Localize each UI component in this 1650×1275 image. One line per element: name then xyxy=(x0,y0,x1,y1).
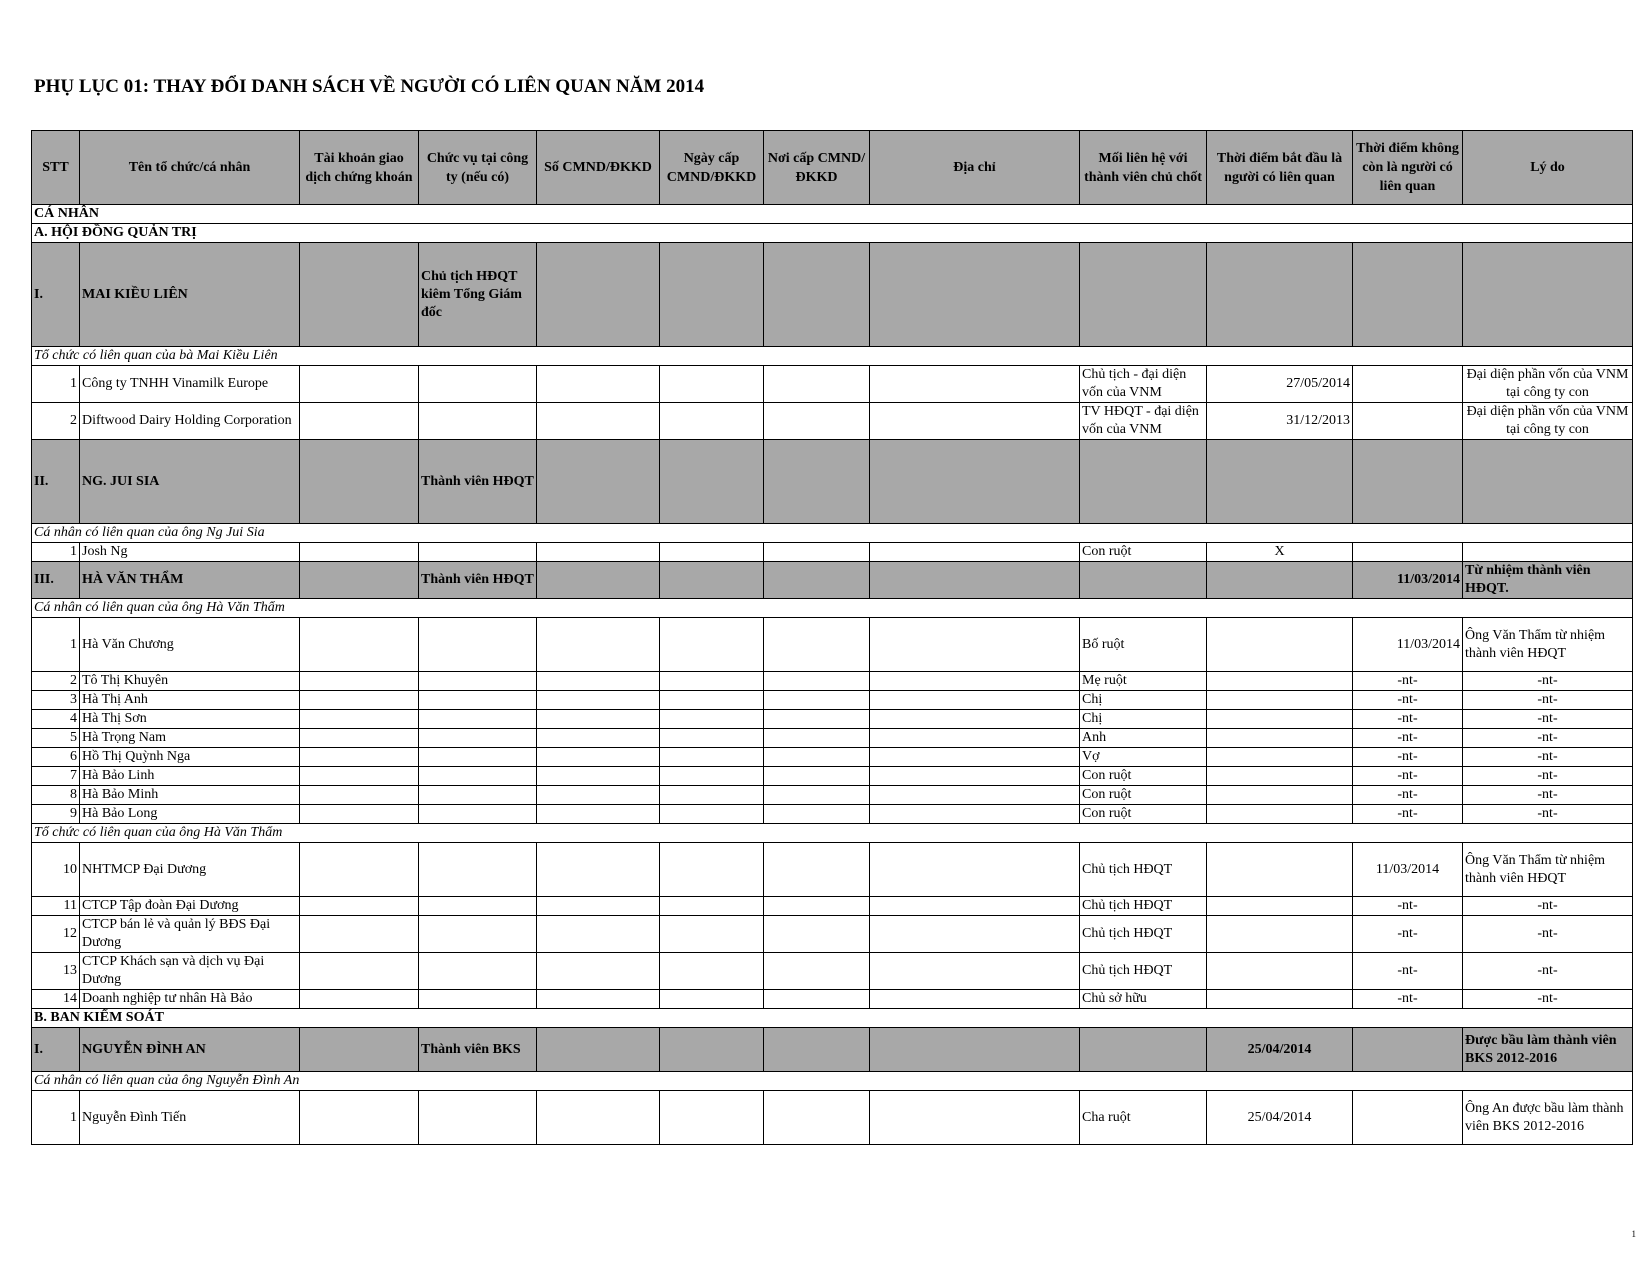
row-name: Hà Bảo Long xyxy=(80,805,300,824)
row-stt: 6 xyxy=(32,748,80,767)
row-start-date xyxy=(1207,618,1353,672)
page-title: PHỤ LỤC 01: THAY ĐỔI DANH SÁCH VỀ NGƯỜI CÓ LIÊN QUAN NĂM 2014 xyxy=(34,76,705,97)
col-relation: Mối liên hệ với thành viên chủ chốt xyxy=(1080,131,1207,205)
col-name: Tên tổ chức/cá nhân xyxy=(80,131,300,205)
table-row xyxy=(32,953,1633,990)
page-number: 1 xyxy=(1631,1229,1636,1239)
row-start-date xyxy=(1207,672,1353,691)
person-end-date: 11/03/2014 xyxy=(1353,562,1463,599)
row-relation: Mẹ ruột xyxy=(1080,672,1207,691)
table-row xyxy=(32,767,1633,786)
row-end-date xyxy=(1353,543,1463,562)
row-end-date: -nt- xyxy=(1353,990,1463,1009)
row-name: CTCP Khách sạn và dịch vụ Đại Dương xyxy=(80,953,300,990)
row-stt: 13 xyxy=(32,953,80,990)
row-end-date: -nt- xyxy=(1353,748,1463,767)
row-end-date xyxy=(1353,403,1463,440)
row-start-date: 31/12/2013 xyxy=(1207,403,1353,440)
col-id-number: Số CMND/ĐKKD xyxy=(537,131,660,205)
person-reason: Từ nhiệm thành viên HĐQT. xyxy=(1463,562,1633,599)
person-position: Thành viên BKS xyxy=(419,1028,537,1072)
col-position: Chức vụ tại công ty (nếu có) xyxy=(419,131,537,205)
row-reason xyxy=(1463,543,1633,562)
row-stt: 1 xyxy=(32,366,80,403)
table-row xyxy=(32,403,1633,440)
person-start-date: 25/04/2014 xyxy=(1207,1028,1353,1072)
row-start-date xyxy=(1207,729,1353,748)
row-start-date xyxy=(1207,990,1353,1009)
row-name: Tô Thị Khuyên xyxy=(80,672,300,691)
person-stt: III. xyxy=(32,562,80,599)
related-persons-table xyxy=(31,130,1633,1145)
row-name: Josh Ng xyxy=(80,543,300,562)
row-reason: Đại diện phần vốn của VNM tại công ty con xyxy=(1463,366,1633,403)
row-stt: 12 xyxy=(32,916,80,953)
table-row xyxy=(32,691,1633,710)
row-relation: Chủ tịch HĐQT xyxy=(1080,897,1207,916)
group-label: Tổ chức có liên quan của ông Hà Văn Thẩm xyxy=(32,824,1633,843)
person-name: NG. JUI SIA xyxy=(80,440,300,524)
row-stt: 10 xyxy=(32,843,80,897)
person-row xyxy=(32,562,1633,599)
col-account: Tài khoản giao dịch chứng khoán xyxy=(300,131,419,205)
table-row xyxy=(32,672,1633,691)
row-reason: -nt- xyxy=(1463,672,1633,691)
row-relation: Bố ruột xyxy=(1080,618,1207,672)
person-name: HÀ VĂN THẨM xyxy=(80,562,300,599)
person-reason: Được bầu làm thành viên BKS 2012-2016 xyxy=(1463,1028,1633,1072)
row-relation: Con ruột xyxy=(1080,767,1207,786)
row-reason: -nt- xyxy=(1463,916,1633,953)
person-stt: II. xyxy=(32,440,80,524)
table-row xyxy=(32,729,1633,748)
row-stt: 11 xyxy=(32,897,80,916)
row-name: Nguyễn Đình Tiến xyxy=(80,1091,300,1145)
row-stt: 3 xyxy=(32,691,80,710)
col-start: Thời điểm bắt đầu là người có liên quan xyxy=(1207,131,1353,205)
row-stt: 14 xyxy=(32,990,80,1009)
row-relation: Con ruột xyxy=(1080,805,1207,824)
row-end-date: -nt- xyxy=(1353,953,1463,990)
row-stt: 1 xyxy=(32,1091,80,1145)
row-reason: -nt- xyxy=(1463,710,1633,729)
table-row xyxy=(32,366,1633,403)
person-name: NGUYỄN ĐÌNH AN xyxy=(80,1028,300,1072)
row-end-date: -nt- xyxy=(1353,729,1463,748)
row-start-date xyxy=(1207,897,1353,916)
row-end-date xyxy=(1353,366,1463,403)
row-start-date xyxy=(1207,953,1353,990)
row-name: Hồ Thị Quỳnh Nga xyxy=(80,748,300,767)
person-row xyxy=(32,243,1633,347)
person-position: Thành viên HĐQT xyxy=(419,440,537,524)
table-row xyxy=(32,748,1633,767)
row-end-date: -nt- xyxy=(1353,897,1463,916)
section-board: A. HỘI ĐỒNG QUẢN TRỊ xyxy=(32,224,1633,243)
row-relation: Chủ sở hữu xyxy=(1080,990,1207,1009)
row-reason: Đại diện phần vốn của VNM tại công ty con xyxy=(1463,403,1633,440)
row-name: Hà Văn Chương xyxy=(80,618,300,672)
row-start-date xyxy=(1207,691,1353,710)
table-row xyxy=(32,618,1633,672)
table-row xyxy=(32,916,1633,953)
table-row xyxy=(32,843,1633,897)
row-relation: Vợ xyxy=(1080,748,1207,767)
row-stt: 2 xyxy=(32,672,80,691)
person-position: Chủ tịch HĐQT kiêm Tổng Giám đốc xyxy=(419,243,537,347)
row-relation: Chủ tịch HĐQT xyxy=(1080,953,1207,990)
person-row xyxy=(32,1028,1633,1072)
row-end-date: -nt- xyxy=(1353,786,1463,805)
row-name: Hà Trọng Nam xyxy=(80,729,300,748)
row-reason: -nt- xyxy=(1463,691,1633,710)
row-stt: 9 xyxy=(32,805,80,824)
row-end-date xyxy=(1353,1091,1463,1145)
row-relation: Con ruột xyxy=(1080,786,1207,805)
row-start-date: X xyxy=(1207,543,1353,562)
row-reason: Ông An được bầu làm thành viên BKS 2012-2016 xyxy=(1463,1091,1633,1145)
row-relation: TV HĐQT - đại diện vốn của VNM xyxy=(1080,403,1207,440)
row-start-date xyxy=(1207,916,1353,953)
row-end-date: -nt- xyxy=(1353,805,1463,824)
row-stt: 8 xyxy=(32,786,80,805)
row-name: Hà Thị Sơn xyxy=(80,710,300,729)
table-row xyxy=(32,990,1633,1009)
row-name: Hà Thị Anh xyxy=(80,691,300,710)
section-supervisory: B. BAN KIỂM SOÁT xyxy=(32,1009,1633,1028)
person-name: MAI KIỀU LIÊN xyxy=(80,243,300,347)
row-stt: 4 xyxy=(32,710,80,729)
table-row xyxy=(32,805,1633,824)
row-name: CTCP bán lẻ và quản lý BĐS Đại Dương xyxy=(80,916,300,953)
row-reason: Ông Văn Thẩm từ nhiệm thành viên HĐQT xyxy=(1463,618,1633,672)
row-name: CTCP Tập đoàn Đại Dương xyxy=(80,897,300,916)
row-name: NHTMCP Đại Dương xyxy=(80,843,300,897)
row-stt: 5 xyxy=(32,729,80,748)
row-start-date xyxy=(1207,710,1353,729)
row-name: Diftwood Dairy Holding Corporation xyxy=(80,403,300,440)
row-start-date xyxy=(1207,748,1353,767)
row-start-date: 27/05/2014 xyxy=(1207,366,1353,403)
row-relation: Anh xyxy=(1080,729,1207,748)
row-relation: Chủ tịch - đại diện vốn của VNM xyxy=(1080,366,1207,403)
row-stt: 2 xyxy=(32,403,80,440)
col-reason: Lý do xyxy=(1463,131,1633,205)
row-start-date xyxy=(1207,843,1353,897)
table-row xyxy=(32,786,1633,805)
table-row xyxy=(32,897,1633,916)
row-reason: -nt- xyxy=(1463,990,1633,1009)
row-relation: Con ruột xyxy=(1080,543,1207,562)
row-reason: -nt- xyxy=(1463,767,1633,786)
row-start-date: 25/04/2014 xyxy=(1207,1091,1353,1145)
row-relation: Chủ tịch HĐQT xyxy=(1080,916,1207,953)
row-name: Hà Bảo Minh xyxy=(80,786,300,805)
row-end-date: -nt- xyxy=(1353,767,1463,786)
person-stt: I. xyxy=(32,1028,80,1072)
row-end-date: -nt- xyxy=(1353,916,1463,953)
col-address: Địa chỉ xyxy=(870,131,1080,205)
row-name: Công ty TNHH Vinamilk Europe xyxy=(80,366,300,403)
row-relation: Chị xyxy=(1080,691,1207,710)
section-individuals: CÁ NHÂN xyxy=(32,205,1633,224)
table-row xyxy=(32,1091,1633,1145)
row-stt: 1 xyxy=(32,543,80,562)
group-label: Cá nhân có liên quan của ông Hà Văn Thẩm xyxy=(32,599,1633,618)
group-label: Cá nhân có liên quan của ông Nguyễn Đình An xyxy=(32,1072,1633,1091)
row-relation: Chị xyxy=(1080,710,1207,729)
row-end-date: -nt- xyxy=(1353,691,1463,710)
row-stt: 7 xyxy=(32,767,80,786)
row-start-date xyxy=(1207,786,1353,805)
row-relation: Cha ruột xyxy=(1080,1091,1207,1145)
group-label: Cá nhân có liên quan của ông Ng Jui Sia xyxy=(32,524,1633,543)
col-stt: STT xyxy=(32,131,80,205)
row-reason: -nt- xyxy=(1463,729,1633,748)
row-stt: 1 xyxy=(32,618,80,672)
table-row xyxy=(32,710,1633,729)
row-reason: Ông Văn Thẩm từ nhiệm thành viên HĐQT xyxy=(1463,843,1633,897)
row-end-date: -nt- xyxy=(1353,672,1463,691)
col-end: Thời điểm không còn là người có liên quan xyxy=(1353,131,1463,205)
row-relation: Chủ tịch HĐQT xyxy=(1080,843,1207,897)
table-row xyxy=(32,543,1633,562)
row-start-date xyxy=(1207,767,1353,786)
row-reason: -nt- xyxy=(1463,786,1633,805)
group-label: Tổ chức có liên quan của bà Mai Kiều Liên xyxy=(32,347,1633,366)
row-reason: -nt- xyxy=(1463,805,1633,824)
row-start-date xyxy=(1207,805,1353,824)
col-id-date: Ngày cấp CMND/ĐKKD xyxy=(660,131,764,205)
row-end-date: -nt- xyxy=(1353,710,1463,729)
row-end-date: 11/03/2014 xyxy=(1353,618,1463,672)
header-row xyxy=(32,131,1633,205)
col-id-place: Nơi cấp CMND/ĐKKD xyxy=(764,131,870,205)
row-reason: -nt- xyxy=(1463,748,1633,767)
row-reason: -nt- xyxy=(1463,953,1633,990)
row-reason: -nt- xyxy=(1463,897,1633,916)
person-stt: I. xyxy=(32,243,80,347)
row-name: Doanh nghiệp tư nhân Hà Bảo xyxy=(80,990,300,1009)
row-name: Hà Bảo Linh xyxy=(80,767,300,786)
row-end-date: 11/03/2014 xyxy=(1353,843,1463,897)
person-row xyxy=(32,440,1633,524)
person-position: Thành viên HĐQT xyxy=(419,562,537,599)
